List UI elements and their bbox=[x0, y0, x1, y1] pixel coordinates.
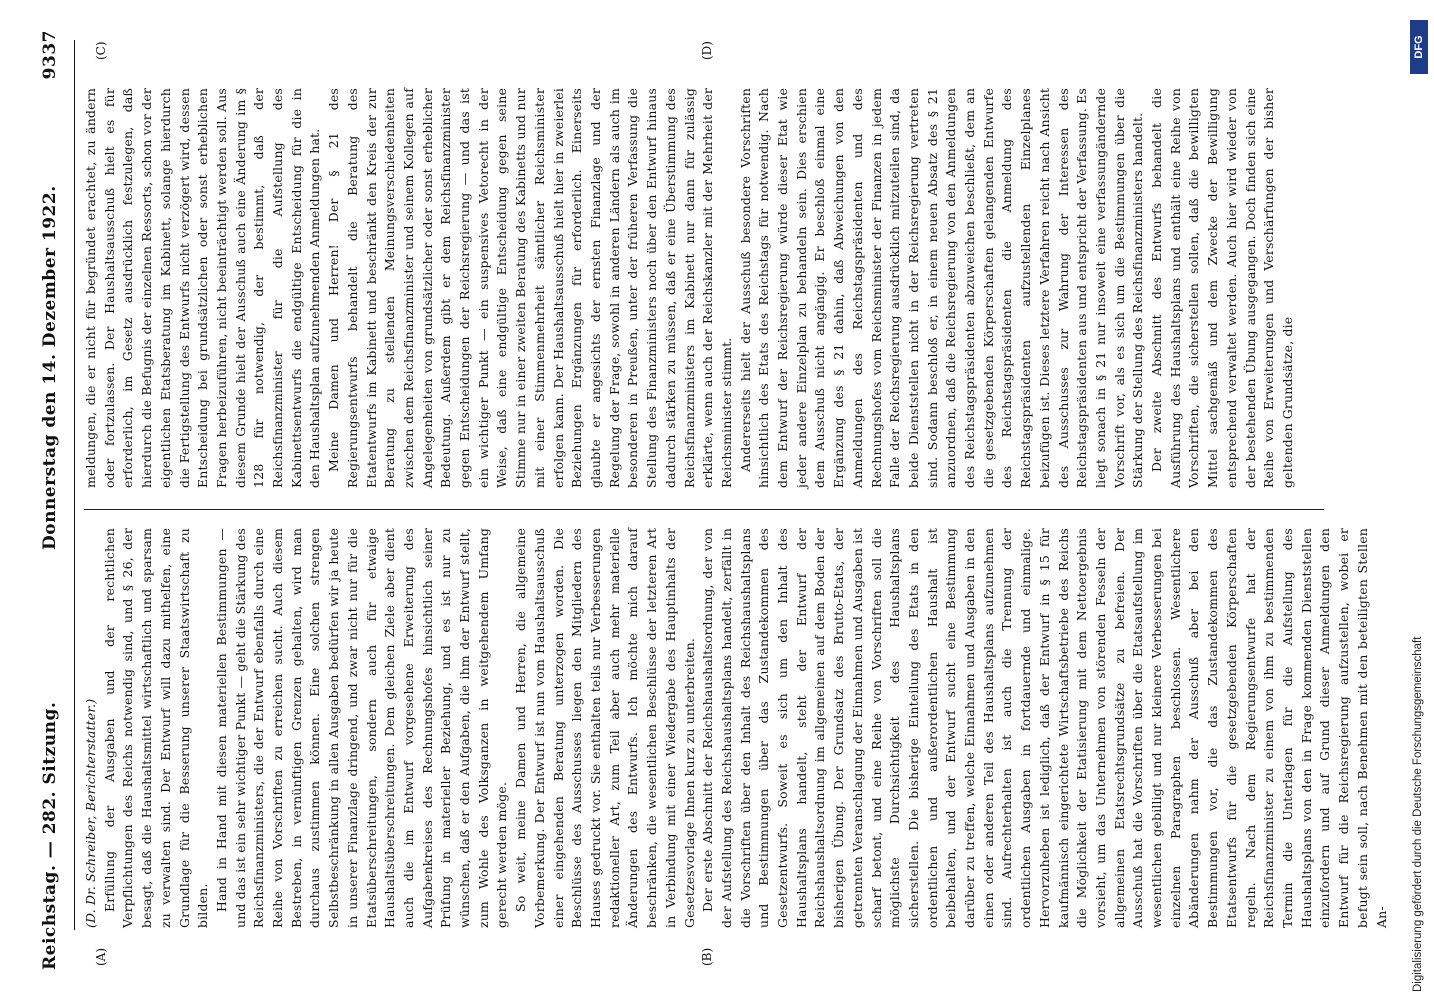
header-date: Donnerstag den 14. Dezember 1922. bbox=[40, 185, 60, 550]
column-divider bbox=[84, 509, 1324, 510]
speaker-label: (D. Dr. Schreiber, Berichterstatter.) bbox=[83, 698, 98, 928]
digitization-credit bbox=[1408, 0, 1432, 1000]
text-column-right bbox=[82, 88, 1302, 488]
paragraph: Erfüllung der Ausgaben und der rechtlichen Verpflichtungen des Reichs notwendig sind, und § 26, der besagt, daß die Haushaltsmittel wirtschaftlich und sparsam zu verwalten sind. Der Entwurf will dazu mithelfen, eine Grundlage für die Besserung unserer Staatswirtschaft zu bilden. bbox=[101, 528, 211, 928]
credit-text: Digitalisierung gefördert durch die Deutsche Forschungsgemeinschaft bbox=[1412, 636, 1424, 992]
text-column-left bbox=[82, 528, 1389, 928]
paragraph: Andererseits hielt der Ausschuß besondere Vorschriften hinsichtlich des Etats des Reichstags für notwendig. Nach dem Entwurf der Reichsregierung würde dieser Etat wie jeder andere Einzelplan zu behandeln sein. Dies erschien dem Ausschuß nicht angängig. Er beschloß einmal eine Ergänzung des § 21 dahin, daß Abweichungen von den Anmeldungen des Reichstagspräsidenten und des Rechnungshofes vom Reichsminister der Finanzen in jedem Falle der Reichsregierung ausdrücklich mitzuteilen sind, da beide Dienststellen nicht in der Reichsregierung vertreten sind. Sodann beschloß er, in einem neuen Absatz des § 21 anzuordnen, daß die Reichsregierung von den Anmeldungen des Reichstagspräsidenten abzuweichen beschließt, dem an die gesetzgebenden Körperschaften gelangenden Entwurfe des Reichstagspräsidenten die Anmeldung des Reichstagspräsidenten aufzustellenden Einzelplanes beizufügen ist. Dieses letztere Verfahren reicht nach Ansicht des Ausschusses zur Wahrung der Interessen des Reichstagspräsidenten aus und entspricht der Verfassung. Es liegt sonach in § 21 nur insoweit eine verfassungändernde Vorschrift vor, als es sich um die Bestimmungen über die Stärkung der Stellung des Reichsfinanzministers handelt. bbox=[737, 88, 1146, 488]
paragraph: Hand in Hand mit diesen materiellen Bestimmungen — und das ist ein sehr wichtiger Punkt — geht die Stärkung des Reichsfinanzministers, die der Entwurf ebenfalls durch eine Reihe von Vorschriften zu erreichen sucht. Auch diesem Bestreben, in vernünftigen Grenzen gehalten, wird man durchaus zustimmen können. Eine solchen strengen Selbstbeschränkung in allen Ausgaben bedürfen wir ja heute in unserer Finanzlage dringend, und zwar nicht nur für die Etatsüberschreitungen, sondern auch für etwaige Haushaltsüberschreitungen. Dem gleichen Ziele aber dient auch die im Entwurf vorgesehene Erweiterung des Aufgabenkreises des Rechnungshofes hinsichtlich seiner Prüfung in materieller Beziehung, und es ist nur zu wünschen, daß er den Aufgaben, die ihm der Entwurf stellt, zum Wohle des Volksganzen in weitgehendem Umfang gerecht werden möge. bbox=[213, 528, 510, 928]
margin-label-a: (A) bbox=[94, 947, 108, 966]
running-header bbox=[40, 30, 66, 970]
margin-label-b: (B) bbox=[700, 947, 714, 966]
paragraph: So weit, meine Damen und Herren, die allgemeine Vorbemerkung. Der Entwurf ist nun vom Haushaltsausschuß einer eingehenden Beratung unterzogen worden. Die Beschlüsse des Ausschusses liegen den Mitgliedern des Hauses gedruckt vor. Sie enthalten teils nur Verbesserungen redaktioneller Art, zum Teil aber auch mehr materielle Änderungen des Entwurfs. Ich möchte mich darauf beschränken, die wesentlichen Beschlüsse der letzteren Art in Verbindung mit einer Wiedergabe des Hauptinhalts der Gesetzesvorlage Ihnen kurz zu unterbreiten. bbox=[513, 528, 697, 928]
header-session: Reichstag. — 282. Sitzung. bbox=[40, 701, 60, 970]
page-number: 9337 bbox=[40, 30, 60, 80]
paragraph: Meine Damen und Herren! Der § 21 des Regierungsentwurfs behandelt die Beratung des Etatentwurfs im Kabinett und beschränkt den Kreis der zur Beratung zu stellenden Meinungsverschiedenheiten zwischen dem Reichsfinanzminister und seinem Kollegen auf Angelegenheiten von grundsätzlicher oder sonst erheblicher Bedeutung. Außerdem gibt er dem Reichsfinanzminister gegen Entscheidungen der Reichsregierung — und das ist ein wichtiger Punkt — ein suspensives Vetorecht in der Weise, daß eine endgültige Entscheidung gegen seine Stimme nur in einer zweiten Beratung des Kabinetts und nur mit einer Stimmenmehrheit sämtlicher Reichsminister erfolgen kann. Der Haushaltsausschuß hielt hier in zweierlei Beziehungen Ergänzungen für erforderlich. Einerseits glaubte er angesichts der ernsten Finanzlage und der Regelung der Frage, sowohl in anderen Ländern als auch im besonderen in Preußen, unter der früheren Verfassung die Stellung des Finanzministers noch über den Entwurf hinaus dadurch stärken zu müssen, daß er eine Überstimmung des Reichsfinanzministers im Kabinett nur dann für zulässig erklärte, wenn auch der Reichskanzler mit der Mehrheit der Reichsminister stimmt. bbox=[326, 88, 734, 488]
dfg-logo: DFG bbox=[1410, 20, 1428, 74]
header-rule bbox=[74, 40, 75, 930]
margin-label-d: (D) bbox=[700, 41, 714, 60]
margin-label-c: (C) bbox=[94, 41, 108, 60]
paragraph: Der zweite Abschnitt des Entwurfs behandelt die Ausführung des Haushaltsplans und enthält eine Reihe von Vorschriften, die sicherstellen sollen, daß die bewilligten Mittel sachgemäß und dem Zwecke der Bewilligung entsprechend verwaltet werden. Auch hier wird wieder von der bestehenden Übung ausgegangen. Doch finden sich eine Reihe von Erweiterungen und Verschärfungen der bisher geltenden Grundsätze, die bbox=[1149, 88, 1295, 488]
paragraph: Der erste Abschnitt der Reichshaushaltsordnung, der von der Aufstellung des Reichshaushaltsplans handelt, zerfällt in die Vorschriften über den Inhalt des Reichshaushaltsplans und Bestimmungen über das Zustandekommen des Gesetzentwurfs. Soweit es sich um den Inhalt des Haushaltsplans handelt, steht der Entwurf der Reichshaushaltsordnung im allgemeinen auf dem Boden der bisherigen Übung. Der Grundsatz des Brutto-Etats, der getrennten Veranschlagung der Einnahmen und Ausgaben ist scharf betont, und eine Reihe von Vorschriften soll die möglichste Durchsichtigkeit des Haushaltsplans sicherstellen. Die bisherige Einteilung des Etats in den ordentlichen und außerordentlichen Haushalt ist beibehalten, und der Entwurf sucht eine Bestimmung darüber zu treffen, welche Einnahmen und Ausgaben in den einen oder anderen Teil des Haushaltsplans aufzunehmen sind. Aufrechterhalten ist auch die Trennung der ordentlichen Ausgaben in fortdauernde und einmalige. Hervorzuheben ist lediglich, daß der Entwurf in § 15 für kaufmännisch eingerichtete Wirtschaftsbetriebe des Reichs die Möglichkeit der Etatisierung mit dem Nettoergebnis vorsieht, um das Unternehmen von störenden Fesseln der allgemeinen Etatsrechtsgrundsätze zu befreien. Der Ausschuß hat die Vorschriften über die Etatsaufstellung im wesentlichen gebilligt und nur kleinere Verbesserungen bei einzelnen Paragraphen beschlossen. Wesentlichere Abänderungen nahm der Ausschuß aber bei den Bestimmungen vor, die das Zustandekommen des Etatsentwurfs für die gesetzgebenden Körperschaften regeln. Nach dem Regierungsentwurfe hat der Reichsfinanzminister zu einem von ihm zu bestimmenden Termin die Unterlagen für die Aufstellung des Haushaltsplans von den in Frage kommenden Dienststellen einzufordern und auf Grund dieser Anmeldungen den Entwurf für die Reichsregierung aufzustellen, wobei er befugt sein soll, nach Benehmen mit den beteiligten Stellen An- bbox=[700, 528, 1389, 928]
paragraph: meldungen, die er nicht für begründet erachtet, zu ändern oder fortzulassen. Der Haushaltsausschuß hielt es für erforderlich, im Gesetz ausdrücklich festzulegen, daß hierdurch die Befugnis der einzelnen Ressorts, schon vor der eigentlichen Etatsberatung im Kabinett, solange hierdurch die Fertigstellung des Entwurfs nicht verzögert wird, dessen Entscheidung bei grundsätzlichen oder sonst erheblichen Fragen herbeizuführen, nicht beeinträchtigt werden soll. Aus diesem Grunde hielt der Ausschuß auch eine Änderung im § 128 für notwendig, der bestimmt, daß der Reichsfinanzminister für die Aufstellung des Kabinettsentwurfs die endgültige Entscheidung für die in den Haushaltsplan aufzunehmenden Anmeldungen hat. bbox=[83, 88, 323, 488]
